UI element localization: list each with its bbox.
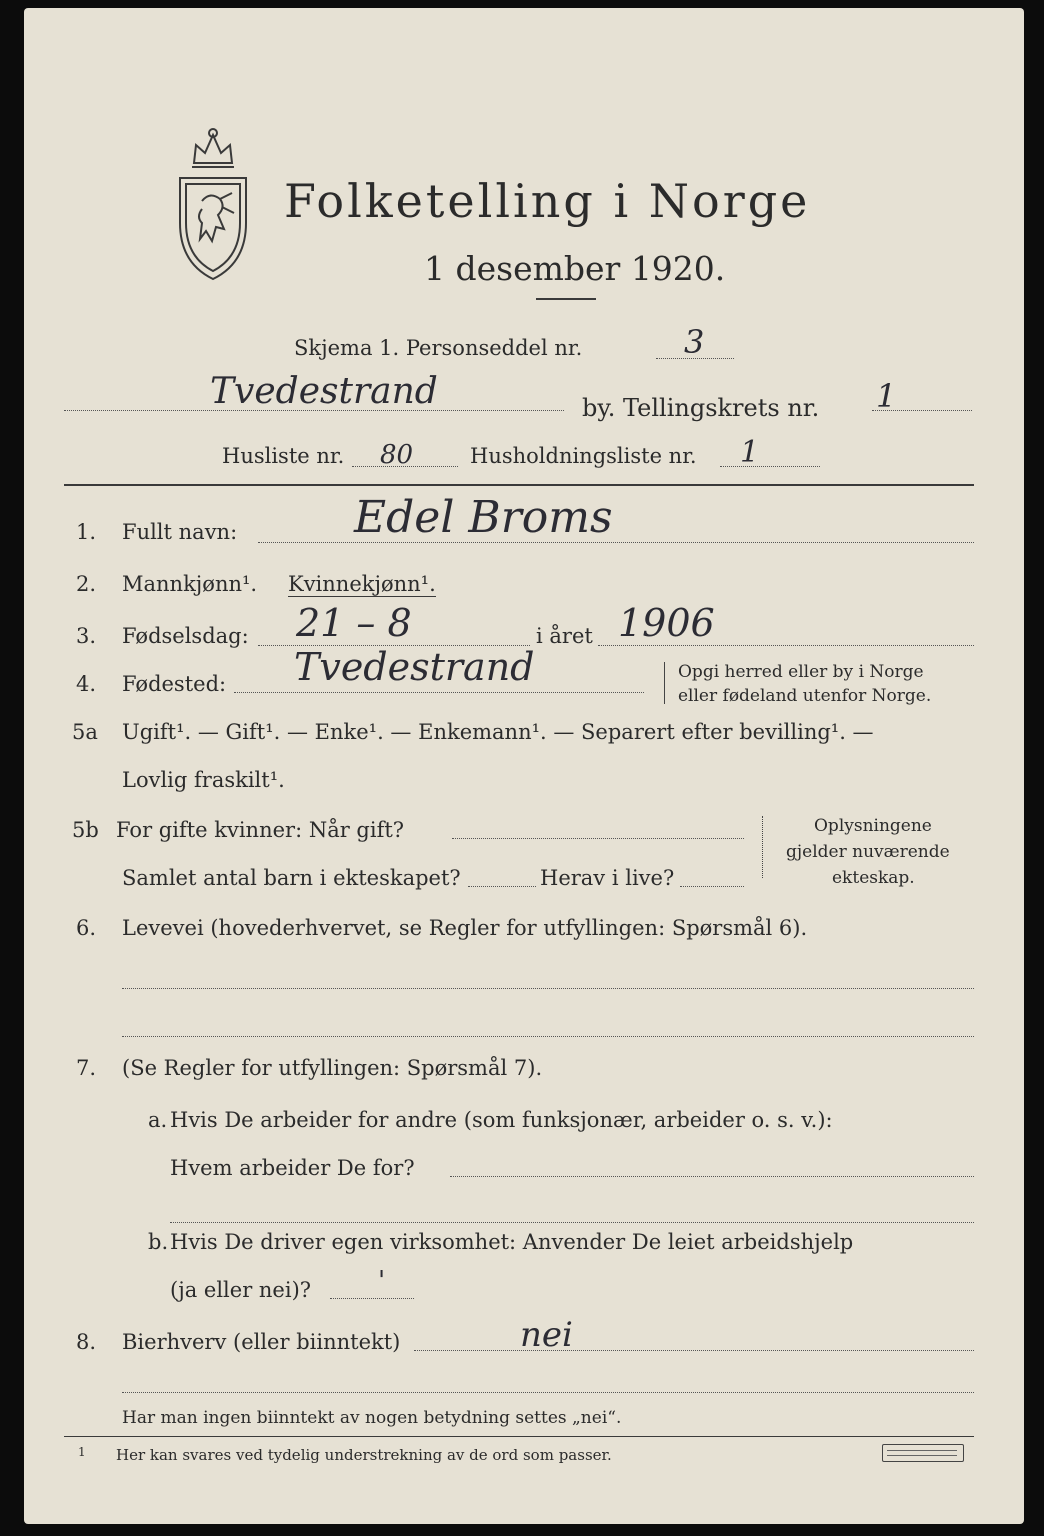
q2-female-underline <box>288 596 436 597</box>
q7b-value[interactable]: ' <box>378 1266 386 1296</box>
personseddel-value[interactable]: 3 <box>684 323 705 361</box>
q3-year-label: i året <box>536 624 593 648</box>
header-separator <box>64 484 974 486</box>
q7a-line-2 <box>170 1222 974 1223</box>
q5b-children-label: Samlet antal barn i ekteskapet? <box>122 866 461 890</box>
birthplace-value[interactable]: Tvedestrand <box>294 645 535 689</box>
q5b-children-line <box>468 886 536 887</box>
q7a-letter: a. <box>148 1108 168 1132</box>
q5a-number: 5a <box>72 720 98 744</box>
q3-number: 3. <box>76 624 97 648</box>
q7b-line <box>330 1298 414 1299</box>
q6-label: Levevei (hovederhvervet, se Regler for utfyllingen: Spørsmål 6). <box>122 916 808 940</box>
q7a-text: Hvis De arbeider for andre (som funksjonær, arbeider o. s. v.): <box>170 1108 833 1132</box>
q5b-number: 5b <box>72 818 99 842</box>
q1-number: 1. <box>76 520 97 544</box>
q7-label: (Se Regler for utfyllingen: Spørsmål 7). <box>122 1056 543 1080</box>
full-name-value[interactable]: Edel Broms <box>354 492 613 543</box>
by-value[interactable]: Tvedestrand <box>210 371 438 412</box>
q5b-alive-line <box>680 886 744 887</box>
husliste-label: Husliste nr. <box>222 444 345 468</box>
q2-label-female[interactable]: Kvinnekjønn¹. <box>288 572 436 596</box>
q8-label: Bierhverv (eller biinntekt) <box>122 1330 401 1354</box>
q4-note-2: eller fødeland utenfor Norge. <box>678 686 932 706</box>
q5b-note-1: Oplysningene <box>814 816 932 836</box>
q7b-letter: b. <box>148 1230 169 1254</box>
q7b-text: Hvis De driver egen virksomhet: Anvender De leiet arbeidshjelp <box>170 1230 854 1254</box>
q8-line-2 <box>122 1392 974 1393</box>
q7a-text2: Hvem arbeider De for? <box>170 1156 415 1180</box>
census-form-paper <box>24 8 1024 1524</box>
footnote-mark: 1 <box>78 1445 86 1459</box>
census-date: 1 desember 1920. <box>424 249 726 288</box>
q2-label-male: Mannkjønn¹. <box>122 572 258 596</box>
husholdning-value[interactable]: 1 <box>740 435 760 470</box>
q4-label: Fødested: <box>122 672 227 696</box>
bierhverv-value[interactable]: nei <box>520 1315 573 1355</box>
q7b-text2: (ja eller nei)? <box>170 1278 312 1302</box>
q4-brace <box>664 662 665 704</box>
q4-note-1: Opgi herred eller by i Norge <box>678 662 924 682</box>
birthday-value[interactable]: 21 – 8 <box>296 601 412 645</box>
q6-line-2 <box>122 1036 974 1037</box>
norway-coat-of-arms-emblem <box>172 123 254 283</box>
footer-separator <box>64 1436 974 1437</box>
title-divider <box>536 298 596 300</box>
q5b-brace <box>762 816 763 878</box>
q5a-line1: Ugift¹. — Gift¹. — Enke¹. — Enkemann¹. — Separert efter bevilling¹. — <box>122 720 874 744</box>
q7-number: 7. <box>76 1056 97 1080</box>
footnote-text: Her kan svares ved tydelig understrekning av de ord som passer. <box>116 1446 612 1464</box>
q5a-line2: Lovlig fraskilt¹. <box>122 768 285 792</box>
q7a-line <box>450 1176 974 1177</box>
q1-label: Fullt navn: <box>122 520 238 544</box>
q2-number: 2. <box>76 572 97 596</box>
birth-year-value[interactable]: 1906 <box>618 601 715 645</box>
by-line <box>64 410 564 411</box>
form-title: Folketelling i Norge <box>284 174 811 228</box>
husholdning-line <box>720 466 820 467</box>
footer-note: Har man ingen biinntekt av nogen betydning settes „nei“. <box>122 1408 622 1428</box>
q5b-label: For gifte kvinner: Når gift? <box>116 818 405 842</box>
q6-number: 6. <box>76 916 97 940</box>
q8-line <box>414 1350 974 1351</box>
husholdning-label: Husholdningsliste nr. <box>470 444 697 468</box>
q5b-when-line <box>452 838 744 839</box>
q6-line-1 <box>122 988 974 989</box>
q5b-alive-label: Herav i live? <box>540 866 675 890</box>
tellingskrets-value[interactable]: 1 <box>876 377 897 415</box>
printer-stamp <box>882 1444 964 1462</box>
q8-number: 8. <box>76 1330 97 1354</box>
q4-number: 4. <box>76 672 97 696</box>
q3-year-line <box>598 645 974 646</box>
q5b-note-2: gjelder nuværende <box>786 842 950 862</box>
q3-label: Fødselsdag: <box>122 624 249 648</box>
q4-line <box>234 692 644 693</box>
q5b-note-3: ekteskap. <box>832 868 915 888</box>
by-tellingskrets-label: by. Tellingskrets nr. <box>582 394 820 422</box>
skjema-label: Skjema 1. Personseddel nr. <box>294 336 583 360</box>
husliste-value[interactable]: 80 <box>380 440 414 470</box>
